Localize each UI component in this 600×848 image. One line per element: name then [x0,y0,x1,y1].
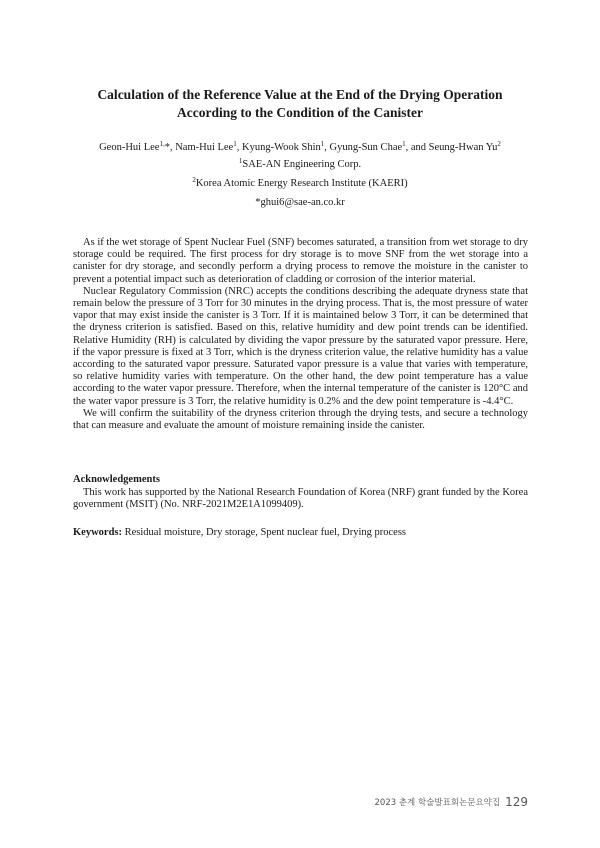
conference-name: 2023 춘계 학술발표회논문요약집 [374,798,501,808]
paper-title [70,86,530,122]
author-name: , Nam-Hui Lee [169,142,234,153]
contact-email: *ghui6@sae-an.co.kr [255,197,345,208]
author-name: Geon-Hui Lee [99,142,160,153]
title-line-2: According to the Condition of the Canister [177,105,423,120]
keywords [73,527,528,539]
acknowledgements-body [73,487,528,511]
affiliation-mark: 2 [192,176,196,184]
page-number: 129 [505,795,528,809]
corresponding-author-mark: * [164,142,170,153]
affiliation-1 [40,158,560,172]
author-name: , and Seung-Hwan Yu [405,142,498,153]
author-affiliation-mark: 1, [159,140,165,148]
author-affiliation-mark: 1 [402,140,406,148]
author-affiliation-mark: 1 [320,140,325,148]
affiliation-name: SAE-AN Engineering Corp. [242,159,362,170]
acknowledgements-text: This work has supported by the National Research Foundation of Korea (NRF) grant funded by the Korea government (MSIT) (No. NRF-2021M2E1A1099409). [73,487,528,511]
affiliation-name: Korea Atomic Energy Research Institute (KAERI) [195,178,408,189]
author-name: , Gyung-Sun Chae [324,142,403,153]
acknowledgements-heading: Acknowledgements [73,474,160,485]
author-name: , Kyung-Wook Shin [236,142,321,153]
abstract-body [73,237,528,432]
author-list [40,141,560,155]
title-line-1: Calculation of the Reference Value at the End of the Drying Operation [97,87,503,102]
affiliation-2 [40,177,560,191]
author-affiliation-mark: 2 [497,140,501,148]
affiliation-mark: 1 [238,157,243,165]
abstract-paragraph-1: As if the wet storage of Spent Nuclear Fuel (SNF) becomes saturated, a transition from wet storage to dry storage could be required. The first process for dry storage is to move SNF from the wet storage into a canister for dry storage, and secondly perform a drying process to remove the moisture in the canister to prevent a potential impact such as deterioration of cladding or corrosion of the interior material. [73,237,528,285]
page-footer [375,791,528,810]
author-affiliation-mark: 1 [233,140,237,148]
abstract-paragraph-3: We will confirm the suitability of the dryness criterion through the drying tests, and secure a technology that can measure and evaluate the amount of moisture remaining inside the canister. [73,407,528,432]
keywords-list: Residual moisture, Dry storage, Spent nuclear fuel, Drying process [122,527,407,538]
keywords-label: Keywords: [73,527,122,538]
abstract-paragraph-2: Nuclear Regulatory Commission (NRC) accepts the conditions describing the adequate dryness state that remain below the pressure of 3 Torr for 30 minutes in the drying process. That is, the most pressure of water vapor that may exist inside the canister is 3 Torr. If it is maintained below 3 Torr, it can be determined that the dryness criterion is satisfied. Based on this, relative humidity and dew point trends can be identified. Relative Humidity (RH) is calculated by dividing the vapor pressure by the saturated vapor pressure. Here, if the vapor pressure is fixed at 3 Torr, which is the dryness criterion value, the relative humidity has a value according to the saturated vapor pressure. Saturated vapor pressure is a value that varies with temperature, so relative humidity varies with temperature. On the other hand, the dew point temperature has a value according to the water vapor pressure. Therefore, when the internal temperature of the canister is 120°C and the water vapor pressure is 3 Torr, the relative humidity is 0.2% and the dew point temperature is -4.4°C. [73,285,528,407]
